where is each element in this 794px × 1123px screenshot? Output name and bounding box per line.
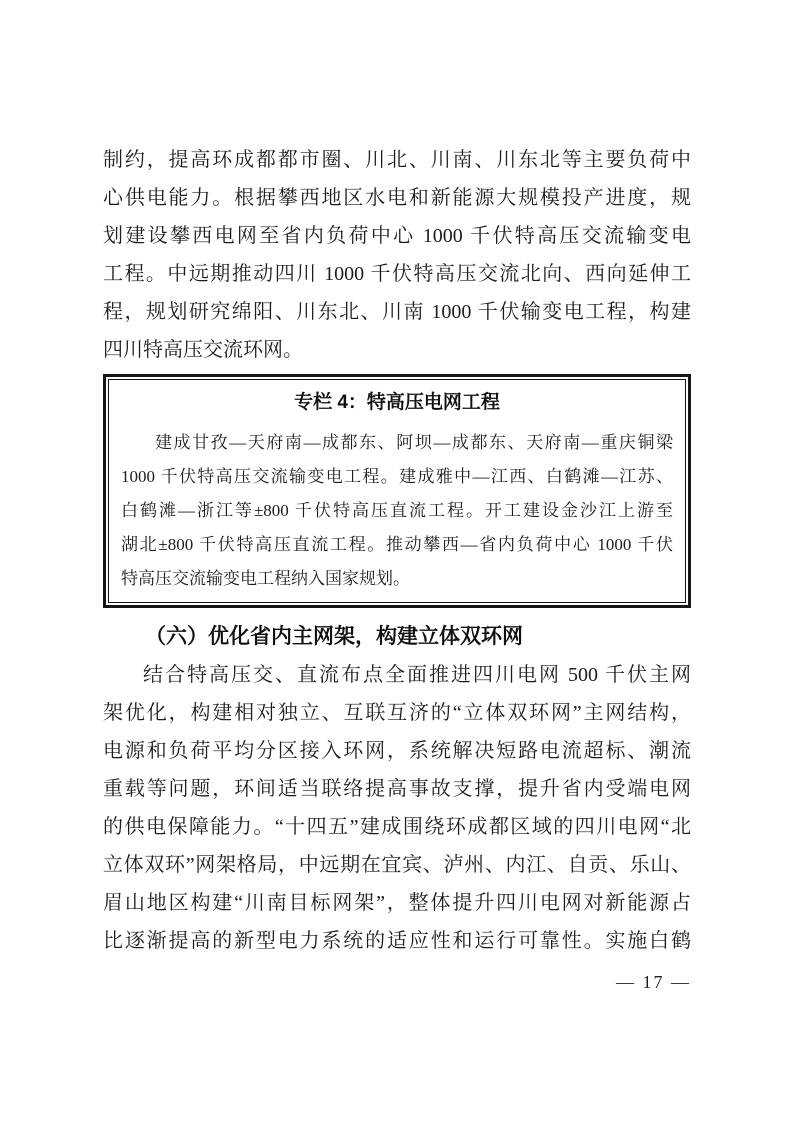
text-line: 眉山地区构建“川南目标网架”，整体提升四川电网对新能源占	[103, 892, 691, 914]
text-line: 的供电保障能力。“十四五”建成围绕环成都区域的四川电网“北	[103, 816, 691, 838]
text-line: 建成甘孜—天府南—成都东、阿坝—成都东、天府南—重庆铜梁	[155, 433, 673, 452]
text-line: 架优化，构建相对独立、互联互济的“立体双环网”主网结构，	[103, 702, 691, 724]
text-line: 1000 千伏特高压交流输变电工程。建成雅中—江西、白鹤滩—江苏、	[121, 467, 673, 486]
text-line: 特高压交流输变电工程纳入国家规划。	[121, 569, 410, 588]
text-line: 制约，提高环成都都市圈、川北、川南、川东北等主要负荷中	[103, 149, 691, 171]
page-number: — 17 —	[616, 972, 691, 992]
text-line: 程，规划研究绵阳、川东北、川南 1000 千伏输变电工程，构建	[103, 301, 691, 323]
text-line: 重载等问题，环间适当联络提高事故支撑，提升省内受端电网	[103, 778, 691, 800]
text-line: 立体双环”网架格局，中远期在宜宾、泸州、内江、自贡、乐山、	[103, 854, 691, 876]
text-line: 四川特高压交流环网。	[103, 339, 303, 361]
callout-box-title: 专栏 4：特高压电网工程	[294, 392, 500, 413]
section-heading: （六）优化省内主网架，构建立体双环网	[145, 624, 523, 648]
text-line: 比逐渐提高的新型电力系统的适应性和运行可靠性。实施白鹤	[103, 930, 691, 952]
paragraph-intro	[103, 0, 691, 369]
text-line: 白鹤滩—浙江等±800 千伏特高压直流工程。开工建设金沙江上游至	[121, 501, 673, 520]
text-line: 工程。中远期推动四川 1000 千伏特高压交流北向、西向延伸工	[103, 263, 691, 285]
text-line: 划建设攀西电网至省内负荷中心 1000 千伏特高压交流输变电	[103, 225, 691, 247]
text-line: 湖北±800 千伏特高压直流工程。推动攀西—省内负荷中心 1000 千伏	[121, 535, 673, 554]
text-column	[103, 0, 691, 994]
callout-box-body	[121, 426, 673, 596]
paragraph-body	[103, 656, 691, 960]
callout-box	[103, 374, 691, 608]
text-line: 结合特高压交、直流布点全面推进四川电网 500 千伏主网	[143, 664, 691, 686]
callout-box-inner-border	[108, 379, 686, 603]
text-line: 电源和负荷平均分区接入环网，系统解决短路电流超标、潮流	[103, 740, 691, 762]
text-line: 心供电能力。根据攀西地区水电和新能源大规模投产进度，规	[103, 187, 691, 209]
